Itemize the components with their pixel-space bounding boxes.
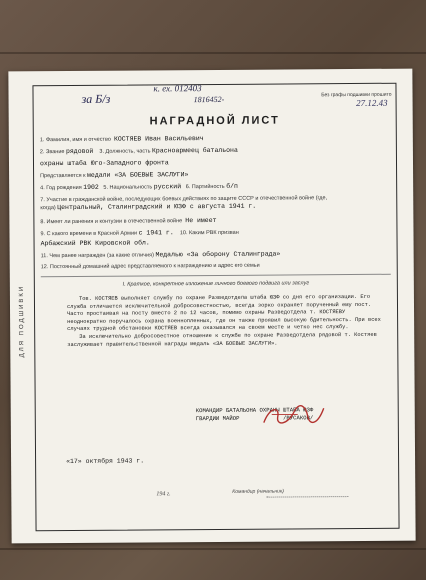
corner-handwritten-date: 27.12.43: [356, 97, 388, 108]
field-full-name: 1. Фамилия, имя и отчество КОСТЯЕВ Иван Васильевич: [39, 135, 204, 144]
footer-year: 194 г.: [156, 491, 171, 498]
document-title: НАГРАДНОЙ ЛИСТ: [149, 114, 280, 128]
field-nominated-for: Представляется к медали «ЗА БОЕВЫЕ ЗАСЛУГИ»: [40, 171, 189, 180]
section-heading: I. Краткое, конкретное изложение личного боевого подвига или заслуг: [122, 280, 310, 288]
field-service-start-and-draft-office: 9. С какого времени в Красной Армии с 1941 г. 10. Каким РВК призван: [40, 229, 239, 238]
commander-name: /РУСАКОВ/: [283, 414, 314, 422]
footer-signature-line: [266, 496, 348, 498]
field-combat-participation: 7. Участие в гражданской войне, последующих боевых действиях по защите СССР и отечественной войне (где, когда) Центральный, Сталинградский и ЮЗФ с августа 1941 г.: [40, 195, 328, 212]
commander-signature: [258, 402, 328, 430]
section-divider: [41, 274, 391, 277]
binding-margin-label: ДЛЯ ПОДШИВКИ: [18, 285, 26, 358]
binding-note: Без графы подшивки прошито: [321, 91, 392, 99]
field-draft-office-value: Арбажский РВК Кировской обл.: [40, 239, 150, 248]
document-date: «17» октября 1943 г.: [66, 457, 145, 466]
footer-commander-label: Командир (начальник): [232, 488, 284, 495]
award-document: [18, 83, 399, 532]
archive-subreference: 1816452-: [193, 94, 225, 105]
narrative-paragraph: За исключительно добросовестное отношение к службе по охране Разведотдела рядовой т. Костяев заслуживает правительственной награды медаль «ЗА БОЕВЫЕ ЗАСЛУГИ».: [67, 331, 377, 348]
field-rank-position: 2. Звание рядовой 3. Должность, часть Красноармеец батальона: [39, 146, 238, 156]
field-birth-nationality-party: 4. Год рождения 1902 5. Национальность русский 6. Партийность б/п: [40, 182, 238, 192]
field-previous-awards: 11. Чем ранее награжден (за какие отличия) Медалью «За оборону Сталинграда»: [40, 250, 281, 260]
archive-reference: к. ех. 012403: [153, 83, 202, 94]
field-home-address: 12. Постоянный домашний адрес представляемого к награждению и адрес его семьи: [40, 262, 260, 271]
award-sheet-paper: [8, 69, 415, 544]
narrative-paragraph: Тов. КОСТЯЕВ выполняет службу по охране Разведотдела штаба ЮЗФ со дня его организации. Его служба отличается исключительной добросовестностью, всегда зорко охраняет порученный ему пост. Часто простаивая на посту вместо 2 по 12 часов, помимо охраны Разведотдела т. КОСТЯЕВУ неоднократно поручалось охрана военнопленных, где он также проявил высокую бдительность. При всех случаях трудной обстановки КОСТЯЕВ всегда оказывался на своем месте и четко нес службу.: [66, 293, 381, 333]
table-plank-seam: [0, 548, 426, 550]
commander-title: КОМАНДИР БАТАЛЬОНА ОХРАНЫ ШТАБА ЮЗФ: [195, 406, 314, 415]
handwritten-annotation: за Б/з: [81, 91, 111, 106]
field-unit: охраны штаба Юго-Западного фронта: [39, 159, 169, 168]
field-wounds: 8. Имеет ли ранения и контузии в отечественной войне Не имеет: [40, 216, 217, 226]
table-plank-seam: [0, 52, 426, 54]
commander-rank: ГВАРДИИ МАЙОР /РУСАКОВ/: [195, 414, 314, 423]
merit-narrative: [67, 294, 385, 349]
